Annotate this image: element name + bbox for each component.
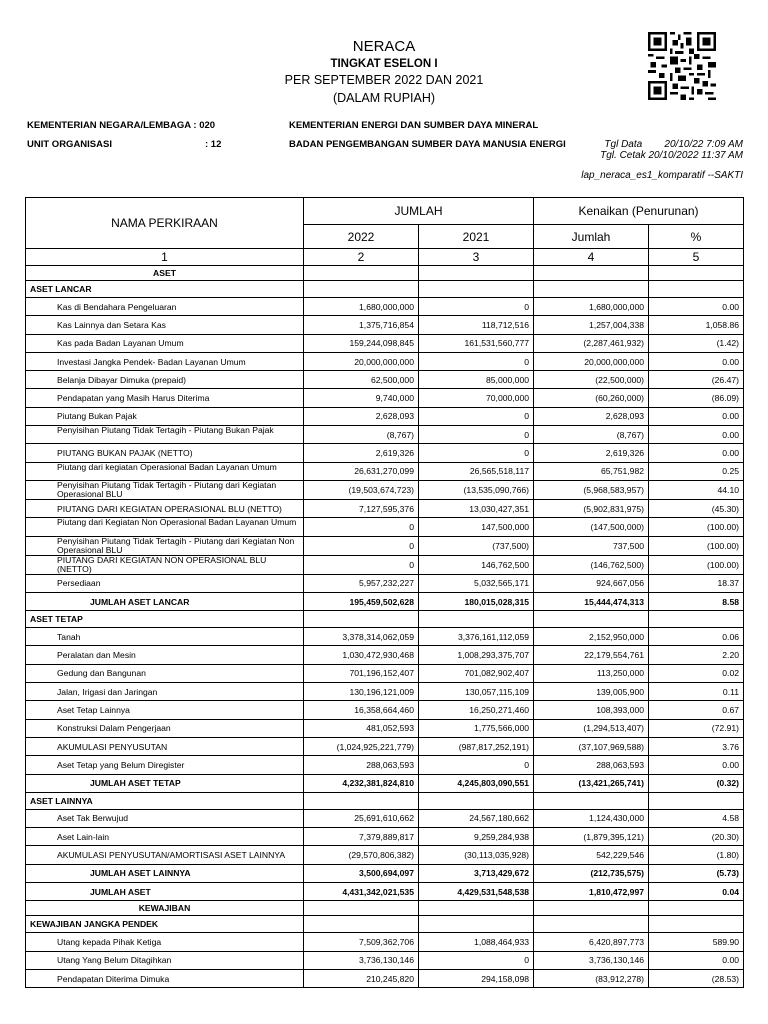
- table-row: [26, 933, 744, 951]
- change-percent: (100.00): [649, 555, 744, 574]
- value-2021: 130,057,115,109: [419, 683, 534, 701]
- row-name: AKUMULASI PENYUSUTAN/AMORTISASI ASET LAINNYA: [26, 846, 304, 864]
- change-percent: 0.00: [649, 352, 744, 370]
- value-2021: 1,088,464,933: [419, 933, 534, 951]
- change-amount: 113,250,000: [534, 664, 649, 682]
- unit-label: UNIT ORGANISASI: [27, 139, 112, 150]
- change-amount: (8,767): [534, 426, 649, 444]
- row-name: JUMLAH ASET TETAP: [26, 774, 304, 792]
- change-percent: 0.11: [649, 683, 744, 701]
- change-amount: (1,879,395,121): [534, 828, 649, 846]
- table-row: [26, 499, 744, 517]
- row-name: Utang Yang Belum Ditagihkan: [26, 951, 304, 969]
- row-name: ASET LANCAR: [26, 281, 304, 298]
- row-name: Belanja Dibayar Dimuka (prepaid): [26, 371, 304, 389]
- row-name: PIUTANG DARI KEGIATAN OPERASIONAL BLU (NETTO): [26, 499, 304, 517]
- row-name: Penyisihan Piutang Tidak Tertagih - Piutang dari Kegiatan Non Operasional BLU: [26, 536, 304, 555]
- value-2022: 210,245,820: [304, 969, 419, 987]
- value-2021: [419, 281, 534, 298]
- col-header-name: NAMA PERKIRAAN: [26, 198, 304, 249]
- change-amount: [534, 916, 649, 933]
- value-2022: (19,503,674,723): [304, 480, 419, 499]
- report-title: NERACA: [352, 38, 416, 55]
- value-2021: 26,565,518,117: [419, 462, 534, 480]
- qr-code-icon: [648, 32, 716, 100]
- change-amount: 2,152,950,000: [534, 628, 649, 646]
- value-2022: 3,736,130,146: [304, 951, 419, 969]
- table-row: [26, 592, 744, 610]
- report-id: lap_neraca_es1_komparatif --SAKTI: [581, 170, 743, 181]
- value-2021: 1,775,566,000: [419, 719, 534, 737]
- col-number-2: 2: [304, 249, 419, 266]
- change-amount: 2,619,326: [534, 444, 649, 462]
- change-percent: (100.00): [649, 536, 744, 555]
- change-percent: 3.76: [649, 737, 744, 755]
- table-row: [26, 407, 744, 425]
- row-name: Tanah: [26, 628, 304, 646]
- table-row: [26, 281, 744, 298]
- report-currency: (DALAM RUPIAH): [332, 91, 436, 105]
- table-row: [26, 426, 744, 444]
- value-2022: 1,030,472,930,468: [304, 646, 419, 664]
- change-percent: 1,058.86: [649, 316, 744, 334]
- value-2022: 3,378,314,062,059: [304, 628, 419, 646]
- table-row: [26, 846, 744, 864]
- row-name: ASET LAINNYA: [26, 792, 304, 809]
- value-2022: 288,063,593: [304, 756, 419, 774]
- change-percent: 0.00: [649, 444, 744, 462]
- row-name: JUMLAH ASET LANCAR: [26, 592, 304, 610]
- change-percent: 18.37: [649, 574, 744, 592]
- change-percent: [649, 901, 744, 916]
- value-2021: [419, 916, 534, 933]
- change-amount: [534, 901, 649, 916]
- row-name: Penyisihan Piutang Tidak Tertagih - Piutang Bukan Pajak: [26, 426, 304, 444]
- change-amount: [534, 792, 649, 809]
- report-level: TINGKAT ESELON I: [330, 58, 438, 70]
- value-2022: [304, 901, 419, 916]
- value-2022: (8,767): [304, 426, 419, 444]
- table-row: [26, 298, 744, 316]
- change-percent: (1.42): [649, 334, 744, 352]
- change-amount: (22,500,000): [534, 371, 649, 389]
- value-2021: 0: [419, 352, 534, 370]
- change-percent: (100.00): [649, 518, 744, 536]
- change-percent: [649, 611, 744, 628]
- change-amount: (1,294,513,407): [534, 719, 649, 737]
- row-name: Konstruksi Dalam Pengerjaan: [26, 719, 304, 737]
- change-percent: 0.00: [649, 426, 744, 444]
- value-2021: (987,817,252,191): [419, 737, 534, 755]
- value-2022: 3,500,694,097: [304, 864, 419, 882]
- value-2021: 161,531,560,777: [419, 334, 534, 352]
- value-2022: 4,431,342,021,535: [304, 883, 419, 901]
- value-2022: 4,232,381,824,810: [304, 774, 419, 792]
- change-percent: (45.30): [649, 499, 744, 517]
- change-amount: (147,500,000): [534, 518, 649, 536]
- value-2021: 85,000,000: [419, 371, 534, 389]
- value-2021: 3,376,161,112,059: [419, 628, 534, 646]
- change-percent: 0.04: [649, 883, 744, 901]
- change-percent: 0.06: [649, 628, 744, 646]
- value-2022: 16,358,664,460: [304, 701, 419, 719]
- change-percent: 0.02: [649, 664, 744, 682]
- value-2021: 0: [419, 426, 534, 444]
- change-percent: [649, 266, 744, 281]
- table-row: [26, 774, 744, 792]
- col-header-2021: 2021: [419, 225, 534, 249]
- value-2021: 0: [419, 951, 534, 969]
- value-2022: [304, 266, 419, 281]
- value-2021: 146,762,500: [419, 555, 534, 574]
- table-row: [26, 518, 744, 536]
- change-percent: (20.30): [649, 828, 744, 846]
- table-row: [26, 828, 744, 846]
- ministry-code: KEMENTERIAN NEGARA/LEMBAGA : 020: [27, 120, 216, 131]
- value-2021: (737,500): [419, 536, 534, 555]
- row-name: PIUTANG DARI KEGIATAN NON OPERASIONAL BLU (NETTO): [26, 555, 304, 574]
- value-2021: 0: [419, 444, 534, 462]
- table-row: [26, 646, 744, 664]
- report-period: PER SEPTEMBER 2022 DAN 2021: [284, 73, 484, 87]
- value-2021: 0: [419, 756, 534, 774]
- value-2021: [419, 266, 534, 281]
- ministry-name: KEMENTERIAN ENERGI DAN SUMBER DAYA MINERAL: [289, 120, 539, 131]
- table-row: [26, 334, 744, 352]
- change-percent: 589.90: [649, 933, 744, 951]
- col-number-1: 1: [26, 249, 304, 266]
- table-row: [26, 480, 744, 499]
- col-header-jumlah: JUMLAH: [304, 198, 534, 225]
- row-name: Kas pada Badan Layanan Umum: [26, 334, 304, 352]
- change-amount: 65,751,982: [534, 462, 649, 480]
- row-name: Aset Lain-lain: [26, 828, 304, 846]
- change-amount: 20,000,000,000: [534, 352, 649, 370]
- table-row: [26, 883, 744, 901]
- table-row: [26, 951, 744, 969]
- table-row: [26, 444, 744, 462]
- change-percent: 4.58: [649, 809, 744, 827]
- value-2022: [304, 281, 419, 298]
- change-amount: [534, 266, 649, 281]
- value-2021: 0: [419, 407, 534, 425]
- value-2022: [304, 611, 419, 628]
- row-name: Piutang Bukan Pajak: [26, 407, 304, 425]
- change-amount: (5,902,831,975): [534, 499, 649, 517]
- col-number-4: 4: [534, 249, 649, 266]
- value-2022: 7,379,889,817: [304, 828, 419, 846]
- change-amount: 15,444,474,313: [534, 592, 649, 610]
- change-amount: (146,762,500): [534, 555, 649, 574]
- row-name: Pendapatan yang Masih Harus Diterima: [26, 389, 304, 407]
- change-amount: (13,421,265,741): [534, 774, 649, 792]
- value-2021: 9,259,284,938: [419, 828, 534, 846]
- value-2021: (13,535,090,766): [419, 480, 534, 499]
- balance-sheet-table: [25, 197, 744, 988]
- change-amount: (2,287,461,932): [534, 334, 649, 352]
- change-amount: 6,420,897,773: [534, 933, 649, 951]
- change-amount: 139,005,900: [534, 683, 649, 701]
- change-percent: (5.73): [649, 864, 744, 882]
- row-name: Aset Tetap yang Belum Diregister: [26, 756, 304, 774]
- value-2022: 7,127,595,376: [304, 499, 419, 517]
- change-amount: (37,107,969,588): [534, 737, 649, 755]
- change-percent: [649, 792, 744, 809]
- change-percent: 0.00: [649, 756, 744, 774]
- unit-name: BADAN PENGEMBANGAN SUMBER DAYA MANUSIA ENERGI: [289, 139, 566, 150]
- value-2022: 195,459,502,628: [304, 592, 419, 610]
- value-2022: 130,196,121,009: [304, 683, 419, 701]
- change-amount: (60,260,000): [534, 389, 649, 407]
- change-percent: 0.25: [649, 462, 744, 480]
- unit-code: : 12: [205, 139, 222, 150]
- table-row: [26, 683, 744, 701]
- row-name: AKUMULASI PENYUSUTAN: [26, 737, 304, 755]
- value-2022: 9,740,000: [304, 389, 419, 407]
- row-name: Kas Lainnya dan Setara Kas: [26, 316, 304, 334]
- table-row: [26, 719, 744, 737]
- table-row: [26, 864, 744, 882]
- change-amount: [534, 611, 649, 628]
- table-row: [26, 901, 744, 916]
- change-amount: [534, 281, 649, 298]
- value-2021: 0: [419, 298, 534, 316]
- row-name: PIUTANG BUKAN PAJAK (NETTO): [26, 444, 304, 462]
- value-2022: 62,500,000: [304, 371, 419, 389]
- change-percent: 0.00: [649, 951, 744, 969]
- change-amount: 1,124,430,000: [534, 809, 649, 827]
- table-row: [26, 664, 744, 682]
- table-row: [26, 462, 744, 480]
- row-name: Penyisihan Piutang Tidak Tertagih - Piutang dari Kegiatan Operasional BLU: [26, 480, 304, 499]
- table-row: [26, 701, 744, 719]
- row-name: Kas di Bendahara Pengeluaran: [26, 298, 304, 316]
- value-2021: [419, 611, 534, 628]
- row-name: JUMLAH ASET: [26, 883, 304, 901]
- change-amount: (212,735,575): [534, 864, 649, 882]
- row-name: Persediaan: [26, 574, 304, 592]
- change-amount: 2,628,093: [534, 407, 649, 425]
- value-2022: [304, 792, 419, 809]
- col-header-percent: %: [649, 225, 744, 249]
- row-name: ASET TETAP: [26, 611, 304, 628]
- change-amount: 924,667,056: [534, 574, 649, 592]
- value-2021: 118,712,516: [419, 316, 534, 334]
- table-row: [26, 916, 744, 933]
- col-number-3: 3: [419, 249, 534, 266]
- data-date: Tgl Data 20/10/22 7:09 AM: [604, 139, 743, 150]
- value-2022: 2,628,093: [304, 407, 419, 425]
- value-2021: 4,245,803,090,551: [419, 774, 534, 792]
- change-amount: 288,063,593: [534, 756, 649, 774]
- value-2022: 20,000,000,000: [304, 352, 419, 370]
- value-2022: 2,619,326: [304, 444, 419, 462]
- value-2022: 481,052,593: [304, 719, 419, 737]
- change-amount: 3,736,130,146: [534, 951, 649, 969]
- change-percent: [649, 281, 744, 298]
- value-2021: 1,008,293,375,707: [419, 646, 534, 664]
- value-2021: 5,032,565,171: [419, 574, 534, 592]
- change-amount: (83,912,278): [534, 969, 649, 987]
- change-percent: 0.00: [649, 407, 744, 425]
- value-2022: (29,570,806,382): [304, 846, 419, 864]
- change-percent: (1.80): [649, 846, 744, 864]
- value-2021: 70,000,000: [419, 389, 534, 407]
- row-name: JUMLAH ASET LAINNYA: [26, 864, 304, 882]
- row-name: Investasi Jangka Pendek- Badan Layanan Umum: [26, 352, 304, 370]
- change-percent: (0.32): [649, 774, 744, 792]
- change-amount: 108,393,000: [534, 701, 649, 719]
- change-percent: [649, 916, 744, 933]
- value-2021: 24,567,180,662: [419, 809, 534, 827]
- col-header-kenaikan: Kenaikan (Penurunan): [534, 198, 744, 225]
- col-header-2022: 2022: [304, 225, 419, 249]
- row-name: Gedung dan Bangunan: [26, 664, 304, 682]
- table-row: [26, 737, 744, 755]
- value-2021: 294,158,098: [419, 969, 534, 987]
- table-row: [26, 555, 744, 574]
- table-row: [26, 266, 744, 281]
- change-percent: (28.53): [649, 969, 744, 987]
- value-2021: [419, 792, 534, 809]
- value-2022: [304, 916, 419, 933]
- table-row: [26, 389, 744, 407]
- change-percent: 8.58: [649, 592, 744, 610]
- row-name: Pendapatan Diterima Dimuka: [26, 969, 304, 987]
- table-row: [26, 756, 744, 774]
- row-name: Jalan, Irigasi dan Jaringan: [26, 683, 304, 701]
- row-name: Aset Tak Berwujud: [26, 809, 304, 827]
- change-amount: 542,229,546: [534, 846, 649, 864]
- table-row: [26, 969, 744, 987]
- change-percent: (72.91): [649, 719, 744, 737]
- value-2022: 1,680,000,000: [304, 298, 419, 316]
- value-2021: 4,429,531,548,538: [419, 883, 534, 901]
- value-2022: 701,196,152,407: [304, 664, 419, 682]
- value-2021: (30,113,035,928): [419, 846, 534, 864]
- change-percent: 0.00: [649, 298, 744, 316]
- value-2021: [419, 901, 534, 916]
- value-2022: 26,631,270,099: [304, 462, 419, 480]
- change-amount: 1,810,472,997: [534, 883, 649, 901]
- row-name: Utang kepada Pihak Ketiga: [26, 933, 304, 951]
- change-percent: (26.47): [649, 371, 744, 389]
- value-2021: 701,082,902,407: [419, 664, 534, 682]
- value-2021: 147,500,000: [419, 518, 534, 536]
- change-amount: 1,680,000,000: [534, 298, 649, 316]
- row-name: Piutang dari Kegiatan Non Operasional Badan Layanan Umum: [26, 518, 304, 536]
- table-row: [26, 574, 744, 592]
- value-2022: 0: [304, 518, 419, 536]
- table-row: [26, 809, 744, 827]
- table-row: [26, 352, 744, 370]
- value-2022: 1,375,716,854: [304, 316, 419, 334]
- value-2021: 13,030,427,351: [419, 499, 534, 517]
- value-2022: 0: [304, 536, 419, 555]
- change-percent: 0.67: [649, 701, 744, 719]
- table-row: [26, 371, 744, 389]
- value-2022: 159,244,098,845: [304, 334, 419, 352]
- table-row: [26, 611, 744, 628]
- row-name: Aset Tetap Lainnya: [26, 701, 304, 719]
- value-2021: 180,015,028,315: [419, 592, 534, 610]
- change-amount: 22,179,554,761: [534, 646, 649, 664]
- value-2022: (1,024,925,221,779): [304, 737, 419, 755]
- row-name: Peralatan dan Mesin: [26, 646, 304, 664]
- value-2022: 0: [304, 555, 419, 574]
- table-row: [26, 628, 744, 646]
- change-amount: 737,500: [534, 536, 649, 555]
- table-row: [26, 536, 744, 555]
- row-name: ASET: [26, 266, 304, 281]
- table-row: [26, 792, 744, 809]
- change-percent: 2.20: [649, 646, 744, 664]
- row-name: KEWAJIBAN: [26, 901, 304, 916]
- change-amount: 1,257,004,338: [534, 316, 649, 334]
- row-name: Piutang dari kegiatan Operasional Badan Layanan Umum: [26, 462, 304, 480]
- col-number-5: 5: [649, 249, 744, 266]
- col-header-change-amount: Jumlah: [534, 225, 649, 249]
- value-2022: 7,509,362,706: [304, 933, 419, 951]
- change-percent: 44.10: [649, 480, 744, 499]
- print-date: Tgl. Cetak 20/10/2022 11:37 AM: [600, 150, 743, 161]
- change-percent: (86.09): [649, 389, 744, 407]
- value-2022: 5,957,232,227: [304, 574, 419, 592]
- value-2021: 16,250,271,460: [419, 701, 534, 719]
- value-2021: 3,713,429,672: [419, 864, 534, 882]
- change-amount: (5,968,583,957): [534, 480, 649, 499]
- row-name: KEWAJIBAN JANGKA PENDEK: [26, 916, 304, 933]
- table-row: [26, 316, 744, 334]
- value-2022: 25,691,610,662: [304, 809, 419, 827]
